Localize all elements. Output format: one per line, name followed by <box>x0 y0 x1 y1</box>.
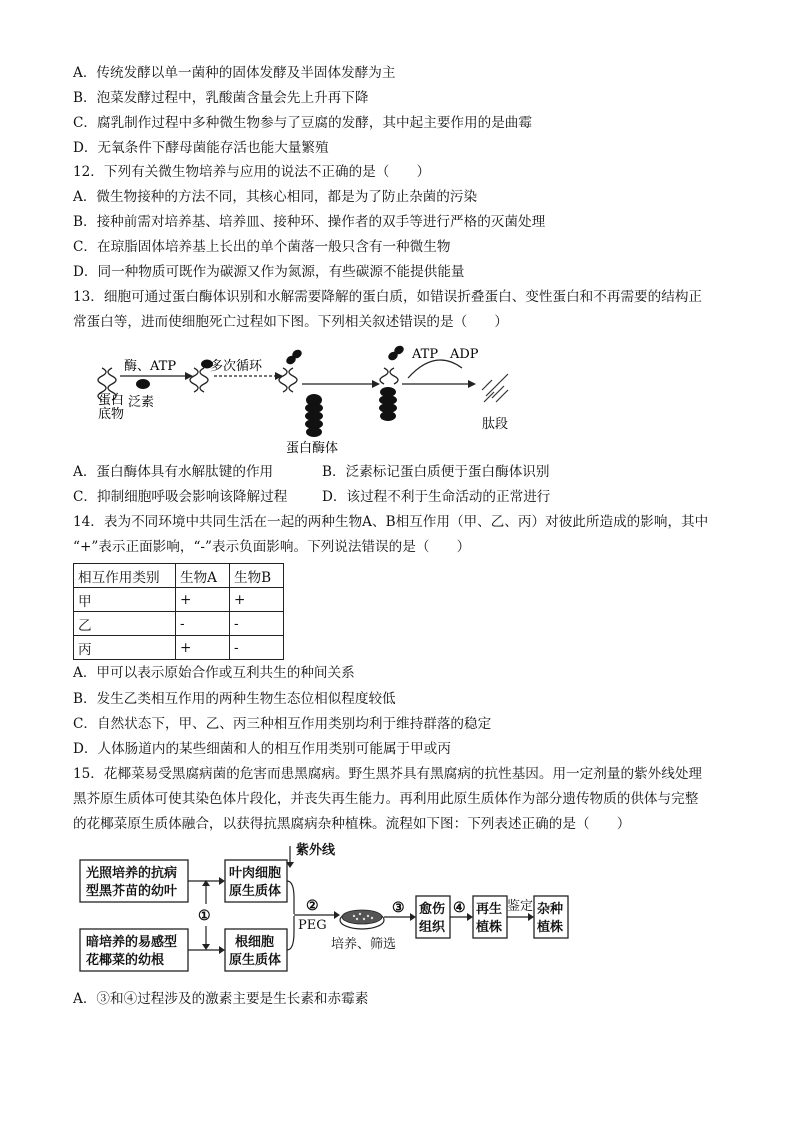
interaction-table <box>73 563 284 660</box>
q11-option-a: A．传统发酵以单一菌种的固体发酵及半固体发酵为主 <box>73 65 396 81</box>
q14-option-a: A．甲可以表示原始合作或互利共生的种间关系 <box>73 665 355 681</box>
table-cell: - <box>230 636 284 660</box>
table-cell: 乙 <box>74 612 176 636</box>
atp-label: ATP <box>412 347 439 362</box>
hybridization-flowchart <box>78 838 578 978</box>
q14-option-b: B．发生乙类相互作用的两种生物生态位相似程度较低 <box>73 691 396 707</box>
hybrid-line2: 植株 <box>537 920 564 935</box>
q14-stem-line1: 14．表为不同环境中共同生活在一起的两种生物A、B相互作用（甲、乙、丙）对彼此所造成的影响，其中 <box>73 514 709 530</box>
substrate-label-1: 蛋白 <box>98 393 125 408</box>
peptide-label: 肽段 <box>482 417 509 432</box>
peptide-fragments-icon <box>482 374 508 402</box>
regen-line1: 再生 <box>476 902 503 917</box>
q12-stem: 12．下列有关微生物培养与应用的说法不正确的是（ ） <box>73 164 431 180</box>
q15-option-a: A．③和④过程涉及的激素主要是生长素和赤霉素 <box>73 991 369 1007</box>
table-header-cell: 生物B <box>230 564 284 588</box>
q12-option-c: C．在琼脂固体培养基上长出的单个菌落一般只含有一种微生物 <box>73 239 451 255</box>
adp-label: ADP <box>450 347 479 362</box>
root-protoplast-line1: 根细胞 <box>235 935 275 950</box>
table-header-cell: 生物A <box>176 564 230 588</box>
ubiquitin-label: 泛素 <box>128 395 155 410</box>
q12-option-b: B．接种前需对培养基、培养皿、接种环、操作者的双手等进行严格的灭菌处理 <box>73 214 546 230</box>
ubiquitinated-protein-icon <box>190 368 208 392</box>
proteasome-icon <box>305 394 323 437</box>
q13-stem-line2: 常蛋白等，进而使细胞死亡过程如下图。下列相关叙述错误的是（ ） <box>73 314 508 330</box>
q14-option-d: D．人体肠道内的某些细菌和人的相互作用类别可能属于甲或丙 <box>73 741 451 757</box>
step-3-label: ③ <box>392 900 405 916</box>
table-cell: - <box>230 612 284 636</box>
proteasome-pathway-figure <box>90 340 550 462</box>
root-protoplast-line2: 原生质体 <box>229 953 282 968</box>
enzyme-atp-label: 酶、ATP <box>124 359 177 374</box>
ubiquitin-icon <box>136 379 150 389</box>
table-cell: + <box>230 588 284 612</box>
q12-option-a: A．微生物接种的方法不同，其核心相同，都是为了防止杂菌的污染 <box>73 189 478 205</box>
peg-label: PEG <box>298 918 327 933</box>
q13-option-c: C．抑制细胞呼吸会影响该降解过程 <box>73 489 288 505</box>
hybrid-line1: 杂种 <box>537 902 564 917</box>
polyubiquitinated-protein-icon <box>279 368 297 392</box>
q12-option-d: D．同一种物质可既作为碳源又作为氮源，有些碳源不能提供能量 <box>73 264 465 280</box>
uv-label: 紫外线 <box>296 843 336 858</box>
proteasome-complex-icon <box>379 387 397 421</box>
petri-dish-icon <box>340 910 384 929</box>
q13-option-d: D．该过程不利于生命活动的正常进行 <box>322 489 551 505</box>
step-2-label: ② <box>306 898 319 914</box>
step-1-label: ① <box>198 908 211 924</box>
leaf-source-line2: 型黑芥苗的幼叶 <box>86 884 178 899</box>
root-source-line1: 暗培养的易感型 <box>86 935 178 950</box>
table-cell: - <box>176 612 230 636</box>
table-cell: + <box>176 588 230 612</box>
table-header-cell: 相互作用类别 <box>74 564 176 588</box>
substrate-label-2: 底物 <box>98 407 125 422</box>
table-row <box>74 612 284 636</box>
atp-adp-arrow <box>408 360 462 378</box>
q14-option-c: C．自然状态下，甲、乙、丙三种相互作用类别均利于维持群落的稳定 <box>73 716 492 732</box>
q11-option-b: B．泡菜发酵过程中，乳酸菌含量会先上升再下降 <box>73 90 369 106</box>
regen-line2: 植株 <box>476 920 503 935</box>
leaf-source-line1: 光照培养的抗病 <box>86 866 178 881</box>
q11-option-c: C．腐乳制作过程中多种微生物参与了豆腐的发酵，其中起主要作用的是曲霉 <box>73 115 532 131</box>
step-4-label: ④ <box>453 900 466 916</box>
mesophyll-line2: 原生质体 <box>229 884 282 899</box>
table-row <box>74 588 284 612</box>
table-cell: 丙 <box>74 636 176 660</box>
q15-stem-line2: 黑芥原生质体可使其染色体片段化，并丧失再生能力。再利用此原生质体作为部分遗传物质的供体与完整 <box>73 791 699 807</box>
mesophyll-line1: 叶肉细胞 <box>229 866 282 881</box>
table-cell: 甲 <box>74 588 176 612</box>
cycles-label: 多次循环 <box>210 359 263 374</box>
identify-label: 鉴定 <box>507 899 534 914</box>
q13-option-b: B．泛素标记蛋白质便于蛋白酶体识别 <box>322 464 550 480</box>
callus-line2: 组织 <box>419 920 446 935</box>
callus-line1: 愈伤 <box>419 902 446 917</box>
table-header-row <box>74 564 284 588</box>
proteasome-label: 蛋白酶体 <box>286 441 339 456</box>
table-cell: + <box>176 636 230 660</box>
culture-screen-label: 培养、筛选 <box>331 937 397 952</box>
q15-stem-line1: 15．花椰菜易受黑腐病菌的危害而患黑腐病。野生黑芥具有黑腐病的抗性基因。用一定剂量的紫外线处理 <box>73 766 703 782</box>
root-source-line2: 花椰菜的幼根 <box>86 953 165 968</box>
q14-stem-line2: “+”表示正面影响，“-”表示负面影响。下列说法错误的是（ ） <box>73 539 471 555</box>
q11-option-d: D．无氧条件下酵母菌能存活也能大量繁殖 <box>73 140 329 156</box>
q13-option-a: A．蛋白酶体具有水解肽键的作用 <box>73 464 274 480</box>
q13-stem-line1: 13．细胞可通过蛋白酶体识别和水解需要降解的蛋白质，如错误折叠蛋白、变性蛋白和不再需要的结构正 <box>73 289 703 305</box>
q15-stem-line3: 的花椰菜原生质体融合，以获得抗黑腐病杂种植株。流程如下图：下列表述正确的是（ ） <box>73 816 631 832</box>
table-row <box>74 636 284 660</box>
